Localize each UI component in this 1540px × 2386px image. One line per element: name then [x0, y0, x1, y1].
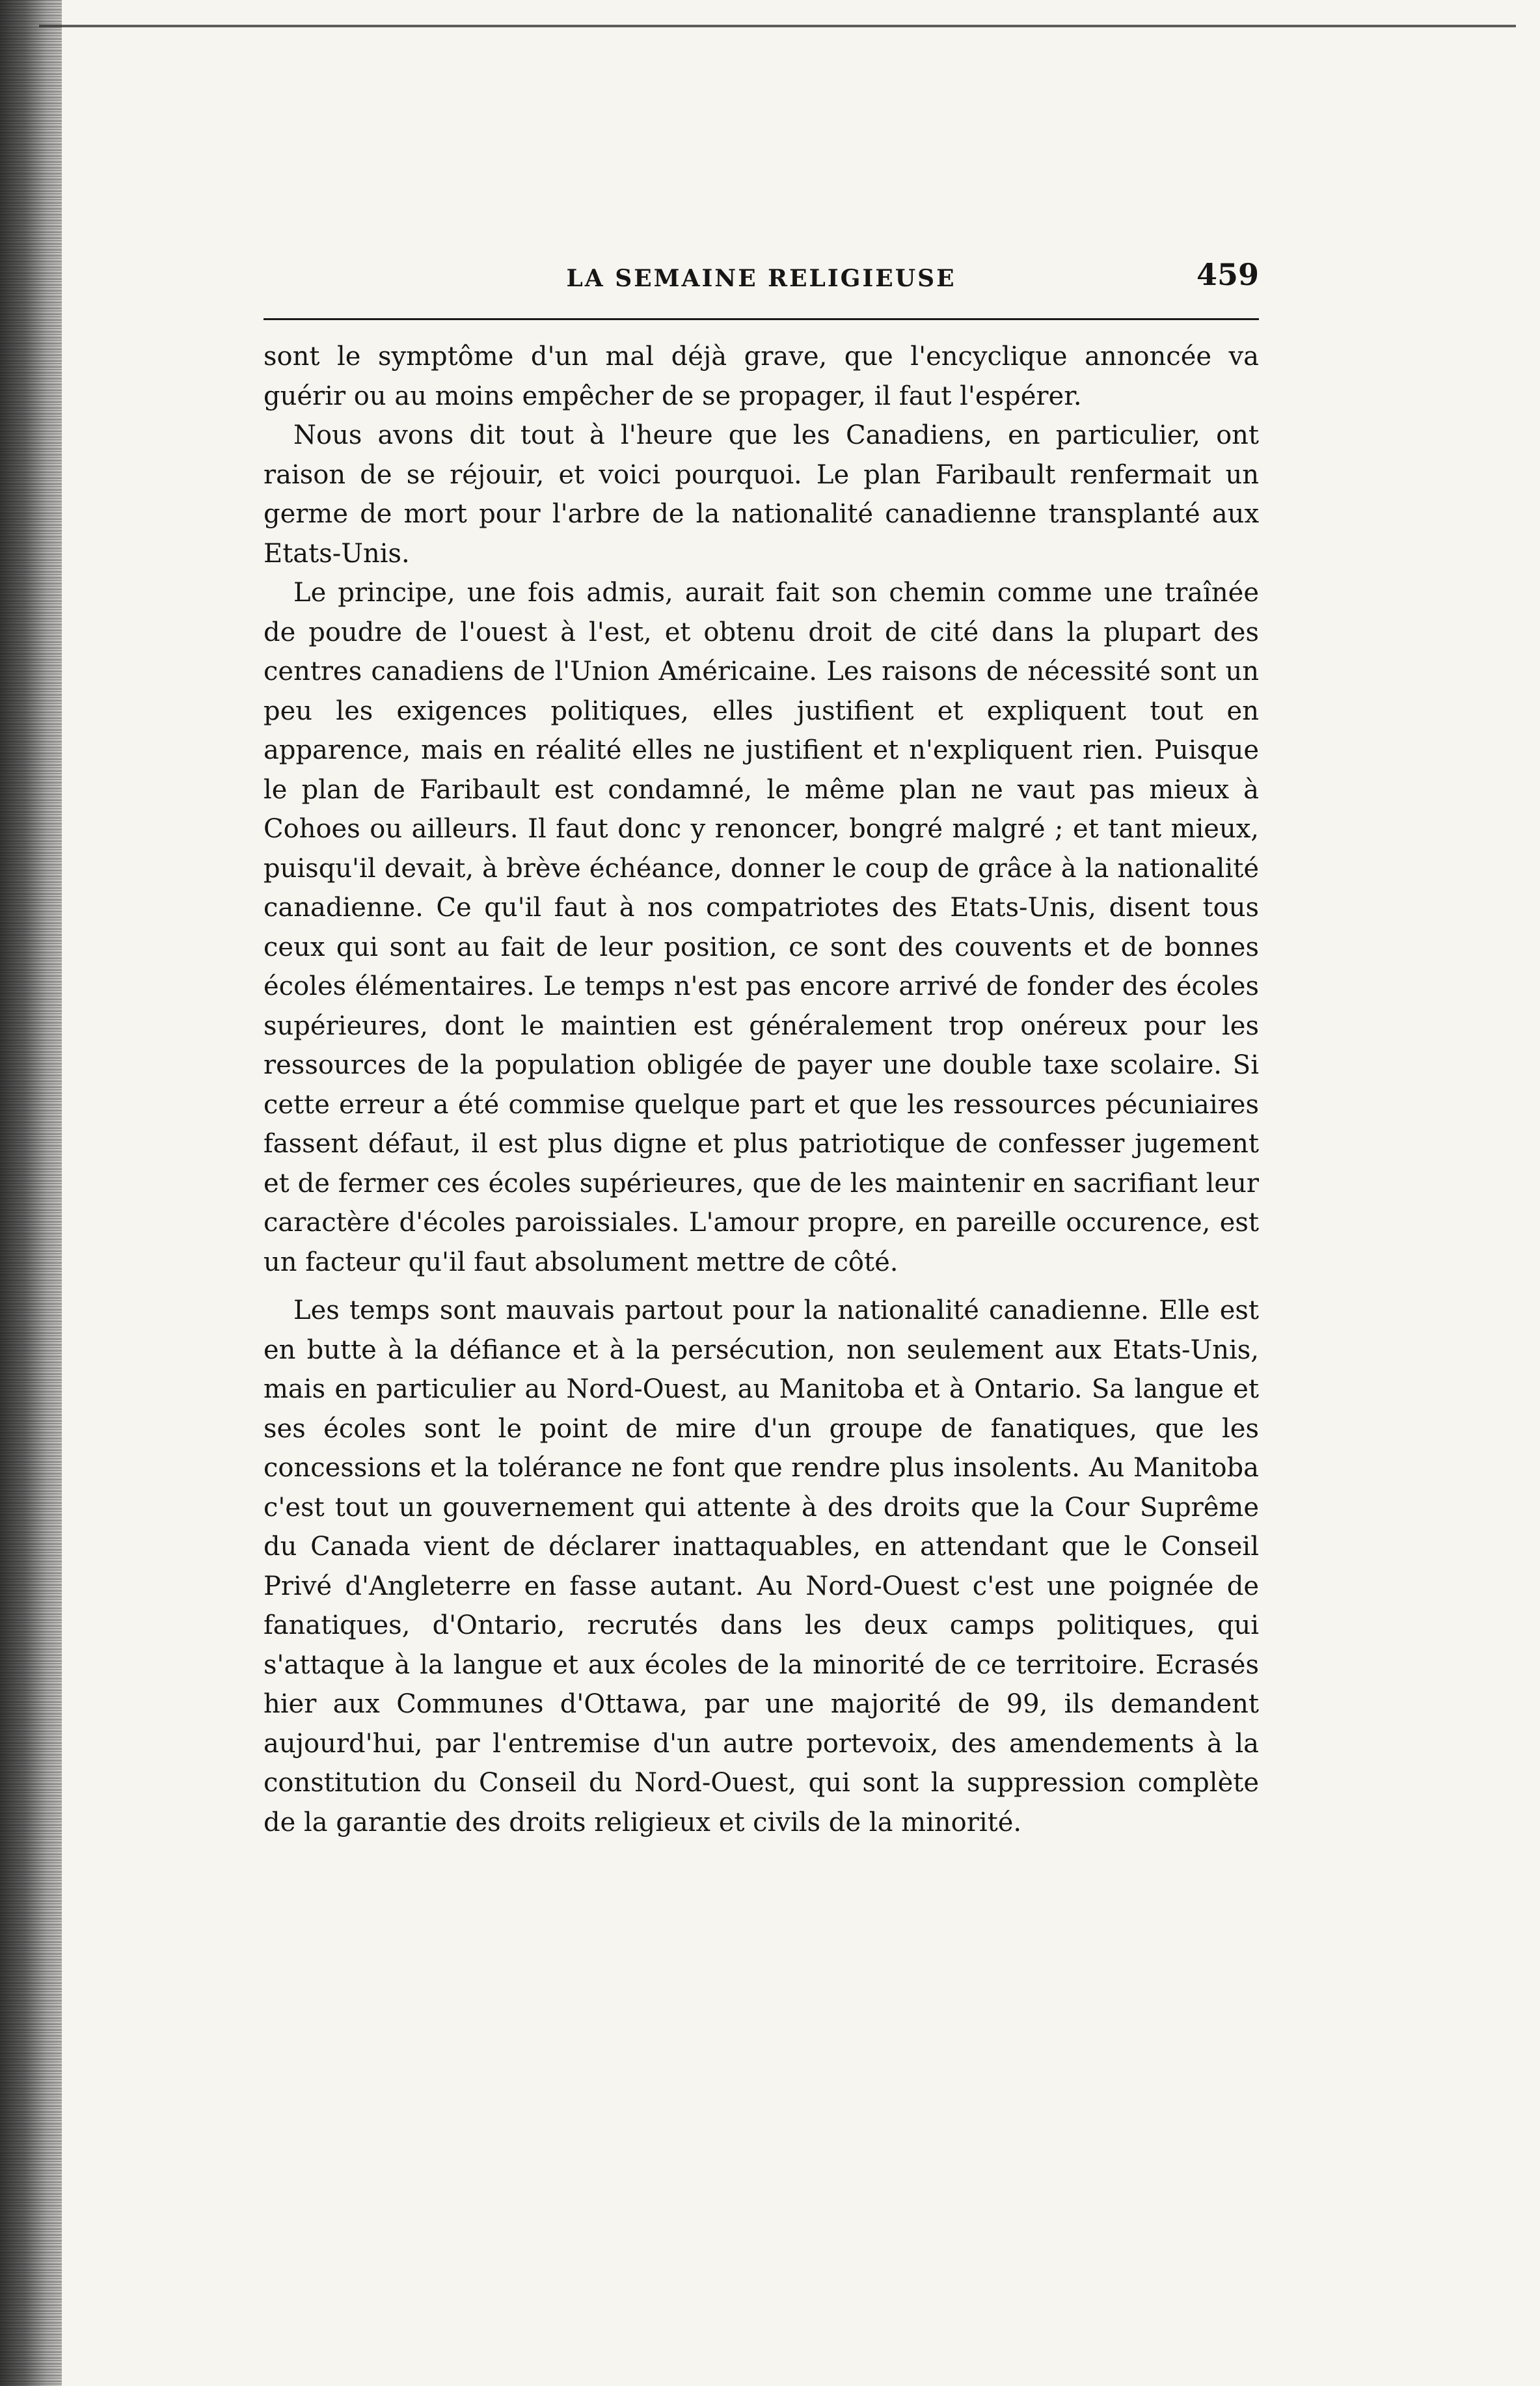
body-text [263, 337, 1259, 1842]
header-rule [263, 318, 1259, 320]
paragraph: Le principe, une fois admis, aurait fait son chemin comme une traînée de poudre de l'ouest à l'est, et obtenu droit de cité dans la plupart des centres canadiens de l'Union Américaine. Les raisons de nécessité sont un peu les exigences politiques, elles justifient et expliquent tout en apparence, mais en réalité elles ne justifient et n'expliquent rien. Puisque le plan de Faribault est condamné, le même plan ne vaut pas mieux à Cohoes ou ailleurs. Il faut donc y renoncer, bongré malgré ; et tant mieux, puisqu'il devait, à brève échéance, donner le coup de grâce à la nationalité canadienne. Ce qu'il faut à nos compatriotes des Etats-Unis, disent tous ceux qui sont au fait de leur position, ce sont des couvents et de bonnes écoles élémentaires. Le temps n'est pas encore arrivé de fonder des écoles supérieures, dont le maintien est généralement trop onéreux pour les ressources de la population obligée de payer une double taxe scolaire. Si cette erreur a été commise quelque part et que les ressources pécuniaires fassent défaut, il est plus digne et plus patriotique de confesser jugement et de fermer ces écoles supérieures, que de les maintenir en sacrifiant leur caractère d'écoles paroissiales. L'amour propre, en pareille occurence, est un facteur qu'il faut absolument mettre de côté. [263, 578, 1259, 1277]
running-title: LA SEMAINE RELIGIEUSE [566, 265, 956, 292]
running-head [263, 257, 1259, 296]
paragraph: sont le symptôme d'un mal déjà grave, que l'encyclique annoncée va guérir ou au moins empêcher de se propager, il faut l'espérer. [263, 342, 1259, 411]
page [263, 257, 1259, 1842]
scan-top-edge-line [39, 25, 1516, 27]
scan-binding-edge [0, 0, 62, 2386]
paragraph: Nous avons dit tout à l'heure que les Canadiens, en particulier, ont raison de se réjouir, et voici pourquoi. Le plan Faribault renfermait un germe de mort pour l'arbre de la nationalité canadienne transplanté aux Etats-Unis. [263, 420, 1259, 569]
paragraph: Les temps sont mauvais partout pour la nationalité canadienne. Elle est en butte à la défiance et à la persécution, non seulement aux Etats-Unis, mais en particulier au Nord-Ouest, au Manitoba et à Ontario. Sa langue et ses écoles sont le point de mire d'un groupe de fanatiques, que les concessions et la tolérance ne font que rendre plus insolents. Au Manitoba c'est tout un gouvernement qui attente à des droits que la Cour Suprême du Canada vient de déclarer inattaquables, en attendant que le Conseil Privé d'Angleterre en fasse autant. Au Nord-Ouest c'est une poignée de fanatiques, d'Ontario, recrutés dans les deux camps politiques, qui s'attaque à la langue et aux écoles de la minorité de ce territoire. Ecrasés hier aux Communes d'Ottawa, par une majorité de 99, ils demandent aujourd'hui, par l'entremise d'un autre portevoix, des amendements à la constitution du Conseil du Nord-Ouest, qui sont la suppression complète de la garantie des droits religieux et civils de la minorité. [263, 1295, 1259, 1837]
page-number: 459 [1196, 257, 1259, 292]
